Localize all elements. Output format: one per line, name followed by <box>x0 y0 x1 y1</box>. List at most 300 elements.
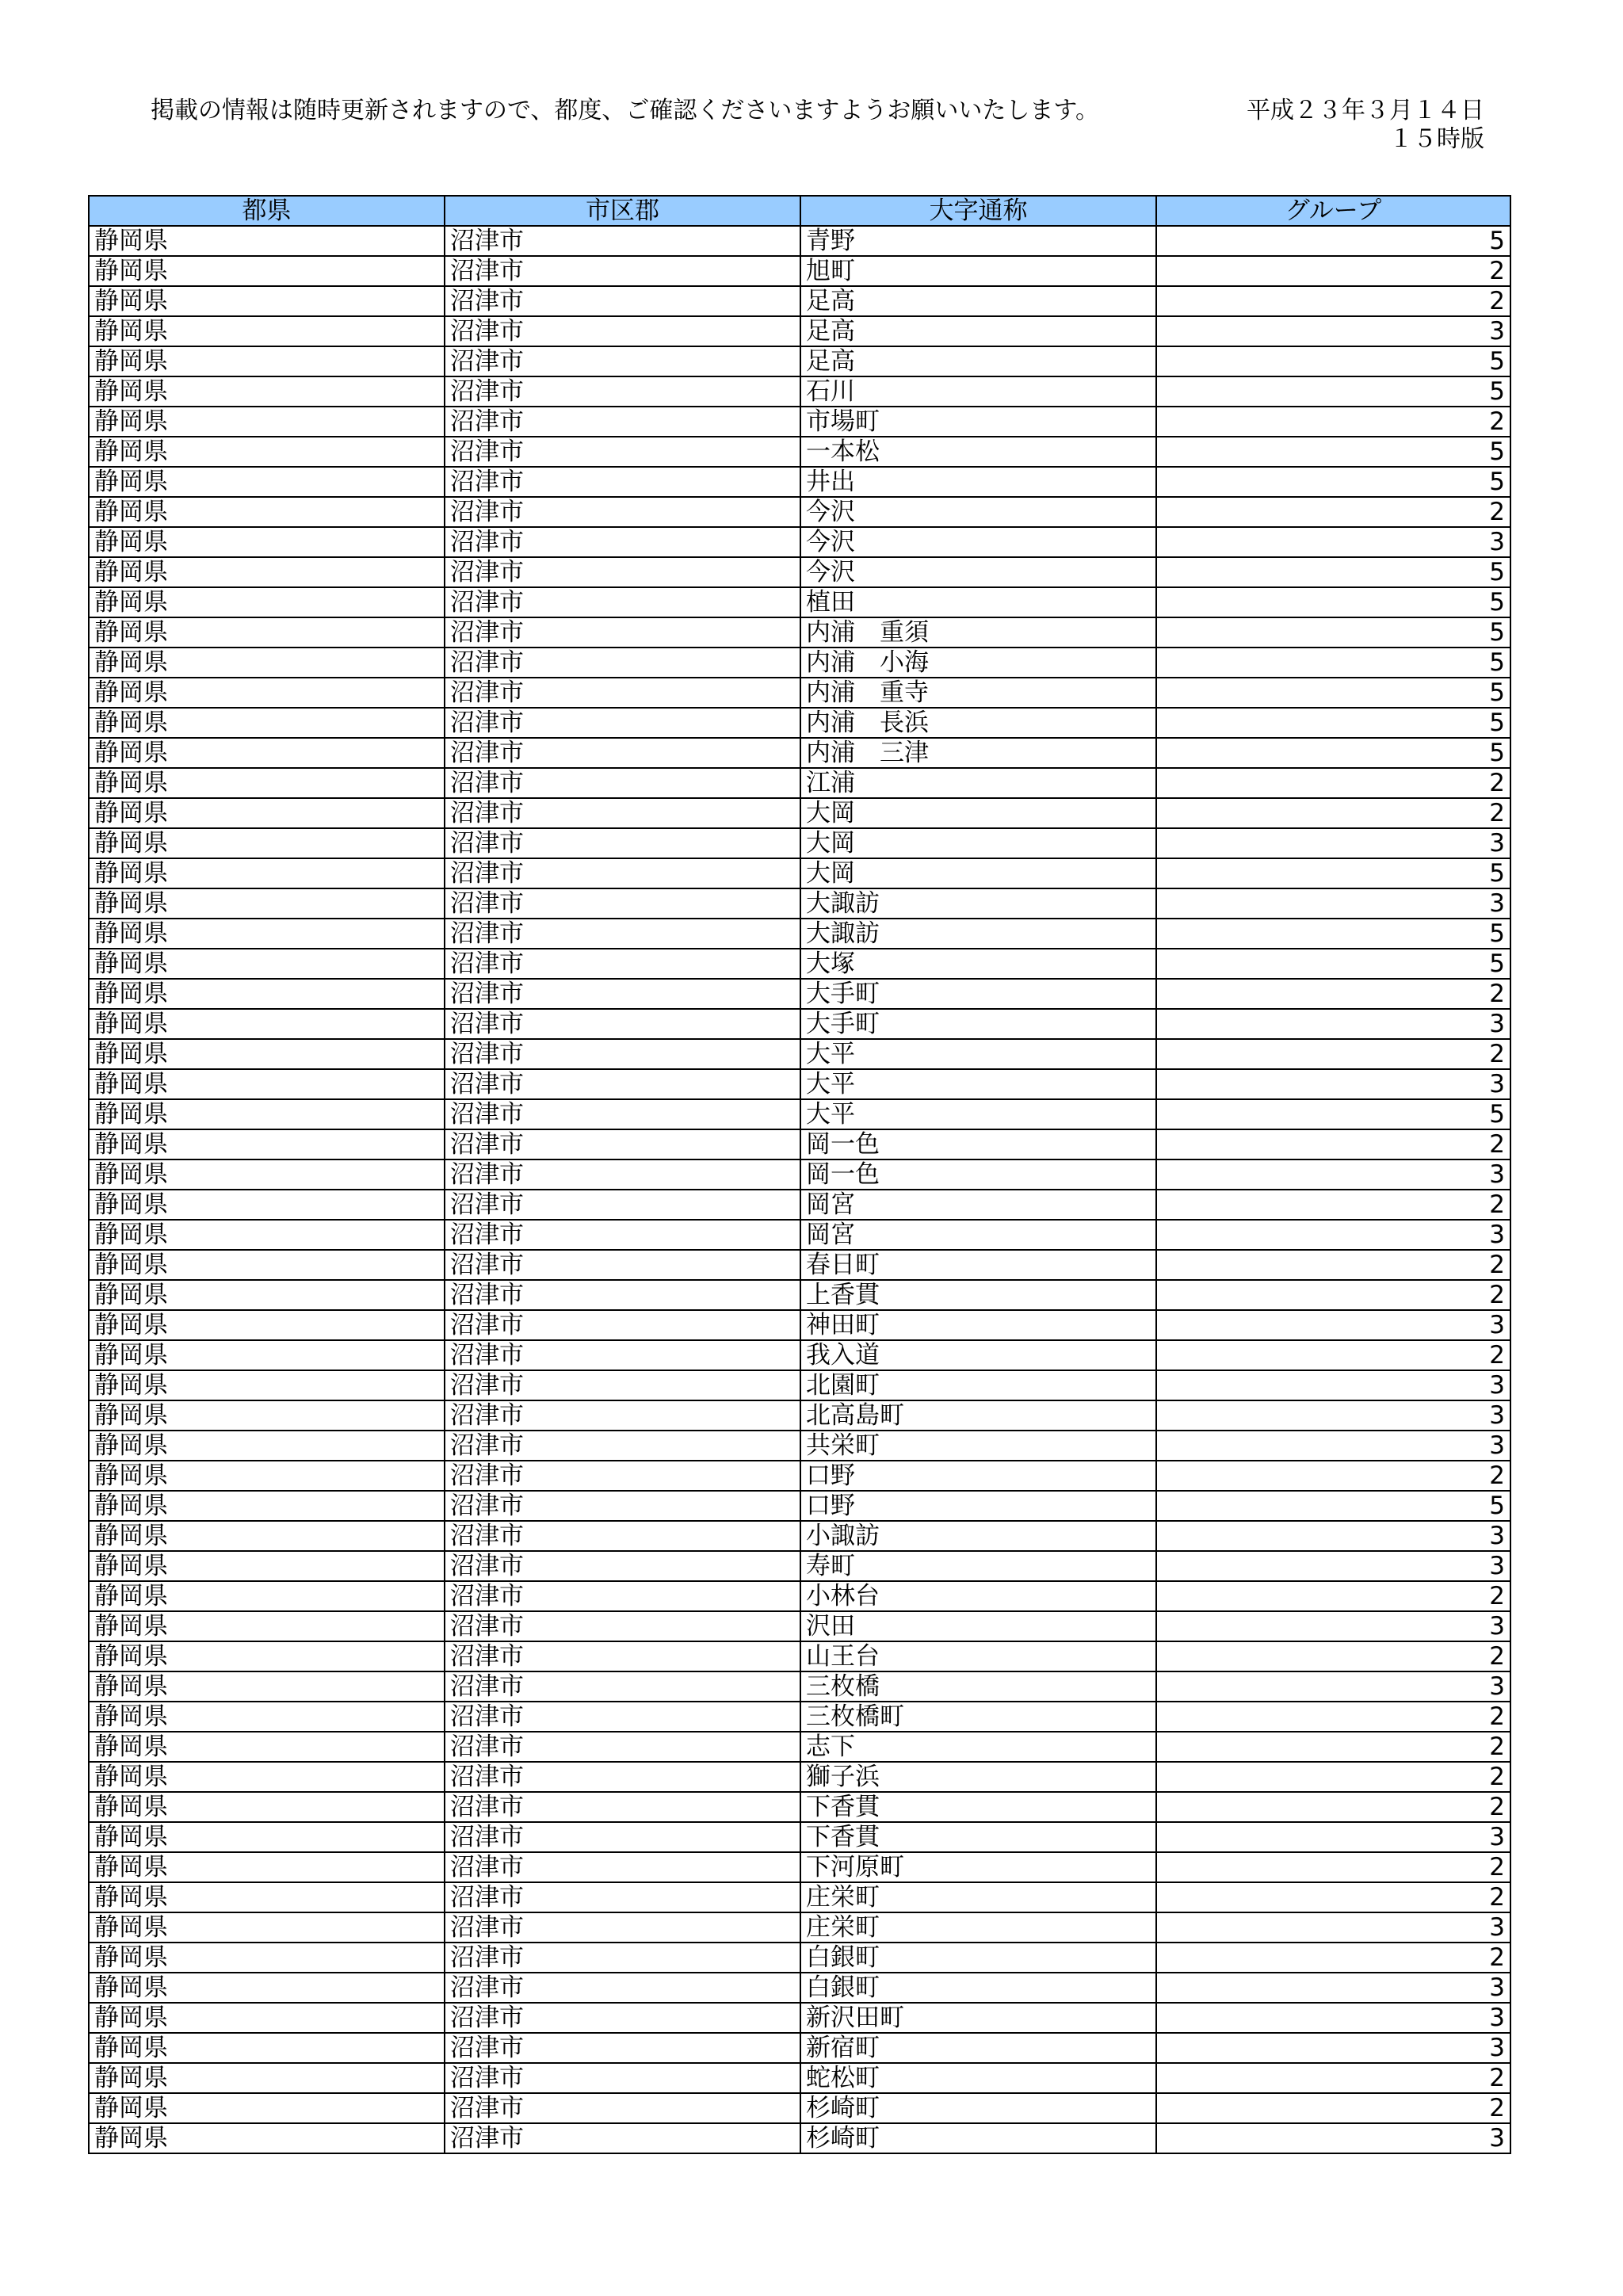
district-cell: 江浦 <box>800 768 1156 798</box>
prefecture-cell: 静岡県 <box>89 527 445 557</box>
group-cell: 3 <box>1156 1611 1510 1641</box>
group-cell: 2 <box>1156 286 1510 316</box>
district-cell: 蛇松町 <box>800 2063 1156 2093</box>
group-cell: 2 <box>1156 1641 1510 1671</box>
district-cell: 杉崎町 <box>800 2123 1156 2153</box>
city-cell: 沼津市 <box>445 1762 800 1792</box>
city-cell: 沼津市 <box>445 1732 800 1762</box>
city-cell: 沼津市 <box>445 1671 800 1702</box>
prefecture-cell: 静岡県 <box>89 1762 445 1792</box>
city-cell: 沼津市 <box>445 587 800 617</box>
table-row <box>89 1370 1510 1400</box>
prefecture-cell: 静岡県 <box>89 1943 445 1973</box>
group-cell: 2 <box>1156 1039 1510 1069</box>
district-cell: 白銀町 <box>800 1943 1156 1973</box>
table-row <box>89 798 1510 828</box>
prefecture-cell: 静岡県 <box>89 648 445 678</box>
city-cell: 沼津市 <box>445 949 800 979</box>
table-row <box>89 858 1510 888</box>
city-cell: 沼津市 <box>445 738 800 768</box>
city-cell: 沼津市 <box>445 1702 800 1732</box>
city-cell: 沼津市 <box>445 1250 800 1280</box>
prefecture-cell: 静岡県 <box>89 467 445 497</box>
district-cell: 上香貫 <box>800 1280 1156 1310</box>
prefecture-cell: 静岡県 <box>89 557 445 587</box>
group-cell: 3 <box>1156 527 1510 557</box>
table-row <box>89 1611 1510 1641</box>
city-cell: 沼津市 <box>445 888 800 919</box>
district-cell: 青野 <box>800 226 1156 256</box>
group-cell: 2 <box>1156 1732 1510 1762</box>
prefecture-cell: 静岡県 <box>89 1039 445 1069</box>
city-cell: 沼津市 <box>445 678 800 708</box>
group-cell: 5 <box>1156 1491 1510 1521</box>
prefecture-cell: 静岡県 <box>89 1190 445 1220</box>
table-row <box>89 497 1510 527</box>
table-row <box>89 919 1510 949</box>
district-cell: 石川 <box>800 376 1156 407</box>
date-block <box>1247 97 1484 154</box>
city-cell: 沼津市 <box>445 1491 800 1521</box>
prefecture-cell: 静岡県 <box>89 1732 445 1762</box>
prefecture-cell: 静岡県 <box>89 1792 445 1822</box>
prefecture-cell: 静岡県 <box>89 316 445 346</box>
prefecture-cell: 静岡県 <box>89 738 445 768</box>
table-row <box>89 2093 1510 2123</box>
group-cell: 3 <box>1156 1220 1510 1250</box>
prefecture-cell: 静岡県 <box>89 1431 445 1461</box>
district-cell: 口野 <box>800 1461 1156 1491</box>
city-cell: 沼津市 <box>445 1641 800 1671</box>
group-cell: 5 <box>1156 617 1510 648</box>
group-cell: 3 <box>1156 2123 1510 2153</box>
city-cell: 沼津市 <box>445 1190 800 1220</box>
table-row <box>89 557 1510 587</box>
city-cell: 沼津市 <box>445 1400 800 1431</box>
city-cell: 沼津市 <box>445 316 800 346</box>
prefecture-cell: 静岡県 <box>89 1310 445 1340</box>
table-row <box>89 587 1510 617</box>
prefecture-cell: 静岡県 <box>89 497 445 527</box>
prefecture-cell: 静岡県 <box>89 919 445 949</box>
district-cell: 内浦 重寺 <box>800 678 1156 708</box>
group-cell: 2 <box>1156 1190 1510 1220</box>
table-row <box>89 1641 1510 1671</box>
header-city: 市区郡 <box>445 196 800 226</box>
city-cell: 沼津市 <box>445 1882 800 1912</box>
district-cell: 北高島町 <box>800 1400 1156 1431</box>
city-cell: 沼津市 <box>445 708 800 738</box>
group-cell: 5 <box>1156 919 1510 949</box>
prefecture-cell: 静岡県 <box>89 1069 445 1099</box>
group-cell: 2 <box>1156 1129 1510 1159</box>
city-cell: 沼津市 <box>445 768 800 798</box>
city-cell: 沼津市 <box>445 1220 800 1250</box>
prefecture-cell: 静岡県 <box>89 1521 445 1551</box>
district-cell: 大諏訪 <box>800 919 1156 949</box>
city-cell: 沼津市 <box>445 828 800 858</box>
district-cell: 春日町 <box>800 1250 1156 1280</box>
table-row <box>89 1491 1510 1521</box>
prefecture-cell: 静岡県 <box>89 1973 445 2003</box>
city-cell: 沼津市 <box>445 979 800 1009</box>
city-cell: 沼津市 <box>445 1099 800 1129</box>
table-row <box>89 1250 1510 1280</box>
table-row <box>89 1852 1510 1882</box>
table-row <box>89 437 1510 467</box>
group-cell: 3 <box>1156 1671 1510 1702</box>
group-cell: 3 <box>1156 1400 1510 1431</box>
publish-date: 平成２３年３月１４日 <box>1247 97 1484 124</box>
group-cell: 3 <box>1156 1822 1510 1852</box>
group-cell: 2 <box>1156 1280 1510 1310</box>
prefecture-cell: 静岡県 <box>89 1581 445 1611</box>
district-cell: 内浦 重須 <box>800 617 1156 648</box>
prefecture-cell: 静岡県 <box>89 226 445 256</box>
prefecture-cell: 静岡県 <box>89 1159 445 1190</box>
city-cell: 沼津市 <box>445 1551 800 1581</box>
district-cell: 共栄町 <box>800 1431 1156 1461</box>
group-cell: 2 <box>1156 1762 1510 1792</box>
group-cell: 2 <box>1156 1250 1510 1280</box>
city-cell: 沼津市 <box>445 1039 800 1069</box>
prefecture-cell: 静岡県 <box>89 2063 445 2093</box>
prefecture-cell: 静岡県 <box>89 1852 445 1882</box>
district-cell: 庄栄町 <box>800 1912 1156 1943</box>
city-cell: 沼津市 <box>445 1431 800 1461</box>
district-cell: 三枚橋 <box>800 1671 1156 1702</box>
prefecture-cell: 静岡県 <box>89 888 445 919</box>
city-cell: 沼津市 <box>445 286 800 316</box>
city-cell: 沼津市 <box>445 1792 800 1822</box>
table-row <box>89 1400 1510 1431</box>
prefecture-cell: 静岡県 <box>89 2123 445 2153</box>
district-cell: 足高 <box>800 286 1156 316</box>
table-row <box>89 286 1510 316</box>
table-row <box>89 979 1510 1009</box>
table-row <box>89 1551 1510 1581</box>
prefecture-cell: 静岡県 <box>89 1220 445 1250</box>
table-header-row <box>89 196 1510 226</box>
district-cell: 下香貫 <box>800 1822 1156 1852</box>
table-row <box>89 1431 1510 1461</box>
prefecture-cell: 静岡県 <box>89 1129 445 1159</box>
group-cell: 2 <box>1156 1792 1510 1822</box>
district-cell: 今沢 <box>800 497 1156 527</box>
district-cell: 大手町 <box>800 1009 1156 1039</box>
prefecture-cell: 静岡県 <box>89 1340 445 1370</box>
prefecture-cell: 静岡県 <box>89 1641 445 1671</box>
table-row <box>89 648 1510 678</box>
group-cell: 5 <box>1156 678 1510 708</box>
header-district: 大字通称 <box>800 196 1156 226</box>
table-row <box>89 1973 1510 2003</box>
district-cell: 山王台 <box>800 1641 1156 1671</box>
district-cell: 口野 <box>800 1491 1156 1521</box>
table-row <box>89 407 1510 437</box>
city-cell: 沼津市 <box>445 376 800 407</box>
prefecture-cell: 静岡県 <box>89 1912 445 1943</box>
district-cell: 大諏訪 <box>800 888 1156 919</box>
table-row <box>89 1280 1510 1310</box>
city-cell: 沼津市 <box>445 2123 800 2153</box>
group-cell: 5 <box>1156 708 1510 738</box>
group-cell: 3 <box>1156 1370 1510 1400</box>
district-cell: 我入道 <box>800 1340 1156 1370</box>
city-cell: 沼津市 <box>445 1461 800 1491</box>
group-cell: 2 <box>1156 407 1510 437</box>
prefecture-cell: 静岡県 <box>89 587 445 617</box>
table-row <box>89 467 1510 497</box>
group-cell: 3 <box>1156 1009 1510 1039</box>
group-cell: 5 <box>1156 557 1510 587</box>
group-cell: 5 <box>1156 226 1510 256</box>
table-row <box>89 527 1510 557</box>
table-row <box>89 1129 1510 1159</box>
city-cell: 沼津市 <box>445 1943 800 1973</box>
prefecture-cell: 静岡県 <box>89 256 445 286</box>
table-row <box>89 1912 1510 1943</box>
prefecture-cell: 静岡県 <box>89 1099 445 1129</box>
table-row <box>89 1009 1510 1039</box>
table-row <box>89 738 1510 768</box>
group-cell: 2 <box>1156 798 1510 828</box>
district-cell: 下香貫 <box>800 1792 1156 1822</box>
prefecture-cell: 静岡県 <box>89 798 445 828</box>
table-row <box>89 1310 1510 1340</box>
table-row <box>89 346 1510 376</box>
prefecture-cell: 静岡県 <box>89 1400 445 1431</box>
prefecture-cell: 静岡県 <box>89 1370 445 1400</box>
group-cell: 3 <box>1156 316 1510 346</box>
city-cell: 沼津市 <box>445 648 800 678</box>
district-cell: 新宿町 <box>800 2033 1156 2063</box>
table-row <box>89 316 1510 346</box>
city-cell: 沼津市 <box>445 1310 800 1340</box>
prefecture-cell: 静岡県 <box>89 407 445 437</box>
district-cell: 下河原町 <box>800 1852 1156 1882</box>
table-row <box>89 1220 1510 1250</box>
group-cell: 5 <box>1156 1099 1510 1129</box>
table-row <box>89 1943 1510 1973</box>
city-cell: 沼津市 <box>445 2003 800 2033</box>
district-cell: 庄栄町 <box>800 1882 1156 1912</box>
district-cell: 大岡 <box>800 858 1156 888</box>
prefecture-cell: 静岡県 <box>89 858 445 888</box>
district-cell: 大平 <box>800 1069 1156 1099</box>
city-cell: 沼津市 <box>445 437 800 467</box>
district-cell: 沢田 <box>800 1611 1156 1641</box>
district-cell: 小林台 <box>800 1581 1156 1611</box>
city-cell: 沼津市 <box>445 1280 800 1310</box>
group-cell: 2 <box>1156 2063 1510 2093</box>
table-row <box>89 678 1510 708</box>
prefecture-cell: 静岡県 <box>89 2093 445 2123</box>
prefecture-cell: 静岡県 <box>89 1009 445 1039</box>
district-cell: 大岡 <box>800 798 1156 828</box>
group-cell: 5 <box>1156 467 1510 497</box>
table-row <box>89 708 1510 738</box>
group-cell: 2 <box>1156 2093 1510 2123</box>
table-row <box>89 1190 1510 1220</box>
group-cell: 3 <box>1156 1551 1510 1581</box>
city-cell: 沼津市 <box>445 1521 800 1551</box>
city-cell: 沼津市 <box>445 617 800 648</box>
group-cell: 3 <box>1156 2033 1510 2063</box>
city-cell: 沼津市 <box>445 226 800 256</box>
city-cell: 沼津市 <box>445 1912 800 1943</box>
table-row <box>89 376 1510 407</box>
district-cell: 市場町 <box>800 407 1156 437</box>
table-row <box>89 1340 1510 1370</box>
city-cell: 沼津市 <box>445 497 800 527</box>
table-row <box>89 617 1510 648</box>
table-row <box>89 1099 1510 1129</box>
table-row <box>89 1581 1510 1611</box>
group-cell: 3 <box>1156 1310 1510 1340</box>
district-cell: 足高 <box>800 316 1156 346</box>
group-cell: 2 <box>1156 1702 1510 1732</box>
prefecture-cell: 静岡県 <box>89 1882 445 1912</box>
district-cell: 新沢田町 <box>800 2003 1156 2033</box>
city-cell: 沼津市 <box>445 467 800 497</box>
city-cell: 沼津市 <box>445 1069 800 1099</box>
city-cell: 沼津市 <box>445 1852 800 1882</box>
prefecture-cell: 静岡県 <box>89 1822 445 1852</box>
district-cell: 一本松 <box>800 437 1156 467</box>
city-cell: 沼津市 <box>445 527 800 557</box>
city-cell: 沼津市 <box>445 557 800 587</box>
prefecture-cell: 静岡県 <box>89 376 445 407</box>
group-cell: 5 <box>1156 858 1510 888</box>
prefecture-cell: 静岡県 <box>89 346 445 376</box>
group-cell: 5 <box>1156 587 1510 617</box>
district-cell: 大塚 <box>800 949 1156 979</box>
district-cell: 大平 <box>800 1039 1156 1069</box>
district-cell: 足高 <box>800 346 1156 376</box>
prefecture-cell: 静岡県 <box>89 1280 445 1310</box>
group-cell: 3 <box>1156 1912 1510 1943</box>
city-cell: 沼津市 <box>445 798 800 828</box>
district-cell: 岡宮 <box>800 1220 1156 1250</box>
city-cell: 沼津市 <box>445 1009 800 1039</box>
table-row <box>89 1069 1510 1099</box>
city-cell: 沼津市 <box>445 1370 800 1400</box>
district-cell: 岡一色 <box>800 1129 1156 1159</box>
prefecture-cell: 静岡県 <box>89 1611 445 1641</box>
prefecture-cell: 静岡県 <box>89 768 445 798</box>
group-cell: 2 <box>1156 256 1510 286</box>
district-cell: 大手町 <box>800 979 1156 1009</box>
prefecture-cell: 静岡県 <box>89 2033 445 2063</box>
group-cell: 2 <box>1156 768 1510 798</box>
district-cell: 白銀町 <box>800 1973 1156 2003</box>
district-cell: 井出 <box>800 467 1156 497</box>
table-row <box>89 768 1510 798</box>
prefecture-cell: 静岡県 <box>89 1250 445 1280</box>
group-cell: 5 <box>1156 648 1510 678</box>
table-row <box>89 1159 1510 1190</box>
update-notice: 掲載の情報は随時更新されますので、都度、ご確認くださいますようお願いいたします。 <box>151 97 1099 124</box>
group-cell: 3 <box>1156 1069 1510 1099</box>
group-table <box>88 195 1511 2154</box>
group-cell: 3 <box>1156 828 1510 858</box>
city-cell: 沼津市 <box>445 256 800 286</box>
district-cell: 今沢 <box>800 557 1156 587</box>
city-cell: 沼津市 <box>445 1129 800 1159</box>
district-cell: 岡宮 <box>800 1190 1156 1220</box>
table-row <box>89 1732 1510 1762</box>
group-cell: 2 <box>1156 1852 1510 1882</box>
prefecture-cell: 静岡県 <box>89 1491 445 1521</box>
table-row <box>89 2063 1510 2093</box>
city-cell: 沼津市 <box>445 1581 800 1611</box>
group-cell: 2 <box>1156 1581 1510 1611</box>
group-cell: 2 <box>1156 497 1510 527</box>
prefecture-cell: 静岡県 <box>89 617 445 648</box>
district-cell: 内浦 長浜 <box>800 708 1156 738</box>
prefecture-cell: 静岡県 <box>89 286 445 316</box>
district-cell: 旭町 <box>800 256 1156 286</box>
table-row <box>89 888 1510 919</box>
prefecture-cell: 静岡県 <box>89 1461 445 1491</box>
city-cell: 沼津市 <box>445 2093 800 2123</box>
table-row <box>89 949 1510 979</box>
district-cell: 大岡 <box>800 828 1156 858</box>
prefecture-cell: 静岡県 <box>89 1702 445 1732</box>
city-cell: 沼津市 <box>445 2033 800 2063</box>
group-cell: 2 <box>1156 1882 1510 1912</box>
table-row <box>89 1461 1510 1491</box>
prefecture-cell: 静岡県 <box>89 979 445 1009</box>
city-cell: 沼津市 <box>445 2063 800 2093</box>
city-cell: 沼津市 <box>445 1822 800 1852</box>
table-row <box>89 2123 1510 2153</box>
group-cell: 5 <box>1156 346 1510 376</box>
prefecture-cell: 静岡県 <box>89 678 445 708</box>
district-cell: 大平 <box>800 1099 1156 1129</box>
header-prefecture: 都県 <box>89 196 445 226</box>
prefecture-cell: 静岡県 <box>89 2003 445 2033</box>
group-cell: 5 <box>1156 738 1510 768</box>
group-cell: 3 <box>1156 888 1510 919</box>
district-cell: 内浦 三津 <box>800 738 1156 768</box>
prefecture-cell: 静岡県 <box>89 1671 445 1702</box>
group-cell: 5 <box>1156 376 1510 407</box>
table-row <box>89 226 1510 256</box>
group-cell: 5 <box>1156 437 1510 467</box>
prefecture-cell: 静岡県 <box>89 949 445 979</box>
group-cell: 3 <box>1156 1431 1510 1461</box>
prefecture-cell: 静岡県 <box>89 1551 445 1581</box>
header-group: グループ <box>1156 196 1510 226</box>
table-row <box>89 256 1510 286</box>
city-cell: 沼津市 <box>445 1340 800 1370</box>
district-cell: 獅子浜 <box>800 1762 1156 1792</box>
district-cell: 小諏訪 <box>800 1521 1156 1551</box>
prefecture-cell: 静岡県 <box>89 708 445 738</box>
district-cell: 植田 <box>800 587 1156 617</box>
district-cell: 岡一色 <box>800 1159 1156 1190</box>
table-row <box>89 2003 1510 2033</box>
group-cell: 2 <box>1156 1340 1510 1370</box>
district-cell: 内浦 小海 <box>800 648 1156 678</box>
city-cell: 沼津市 <box>445 858 800 888</box>
group-cell: 2 <box>1156 1461 1510 1491</box>
table-row <box>89 1792 1510 1822</box>
prefecture-cell: 静岡県 <box>89 437 445 467</box>
city-cell: 沼津市 <box>445 1973 800 2003</box>
